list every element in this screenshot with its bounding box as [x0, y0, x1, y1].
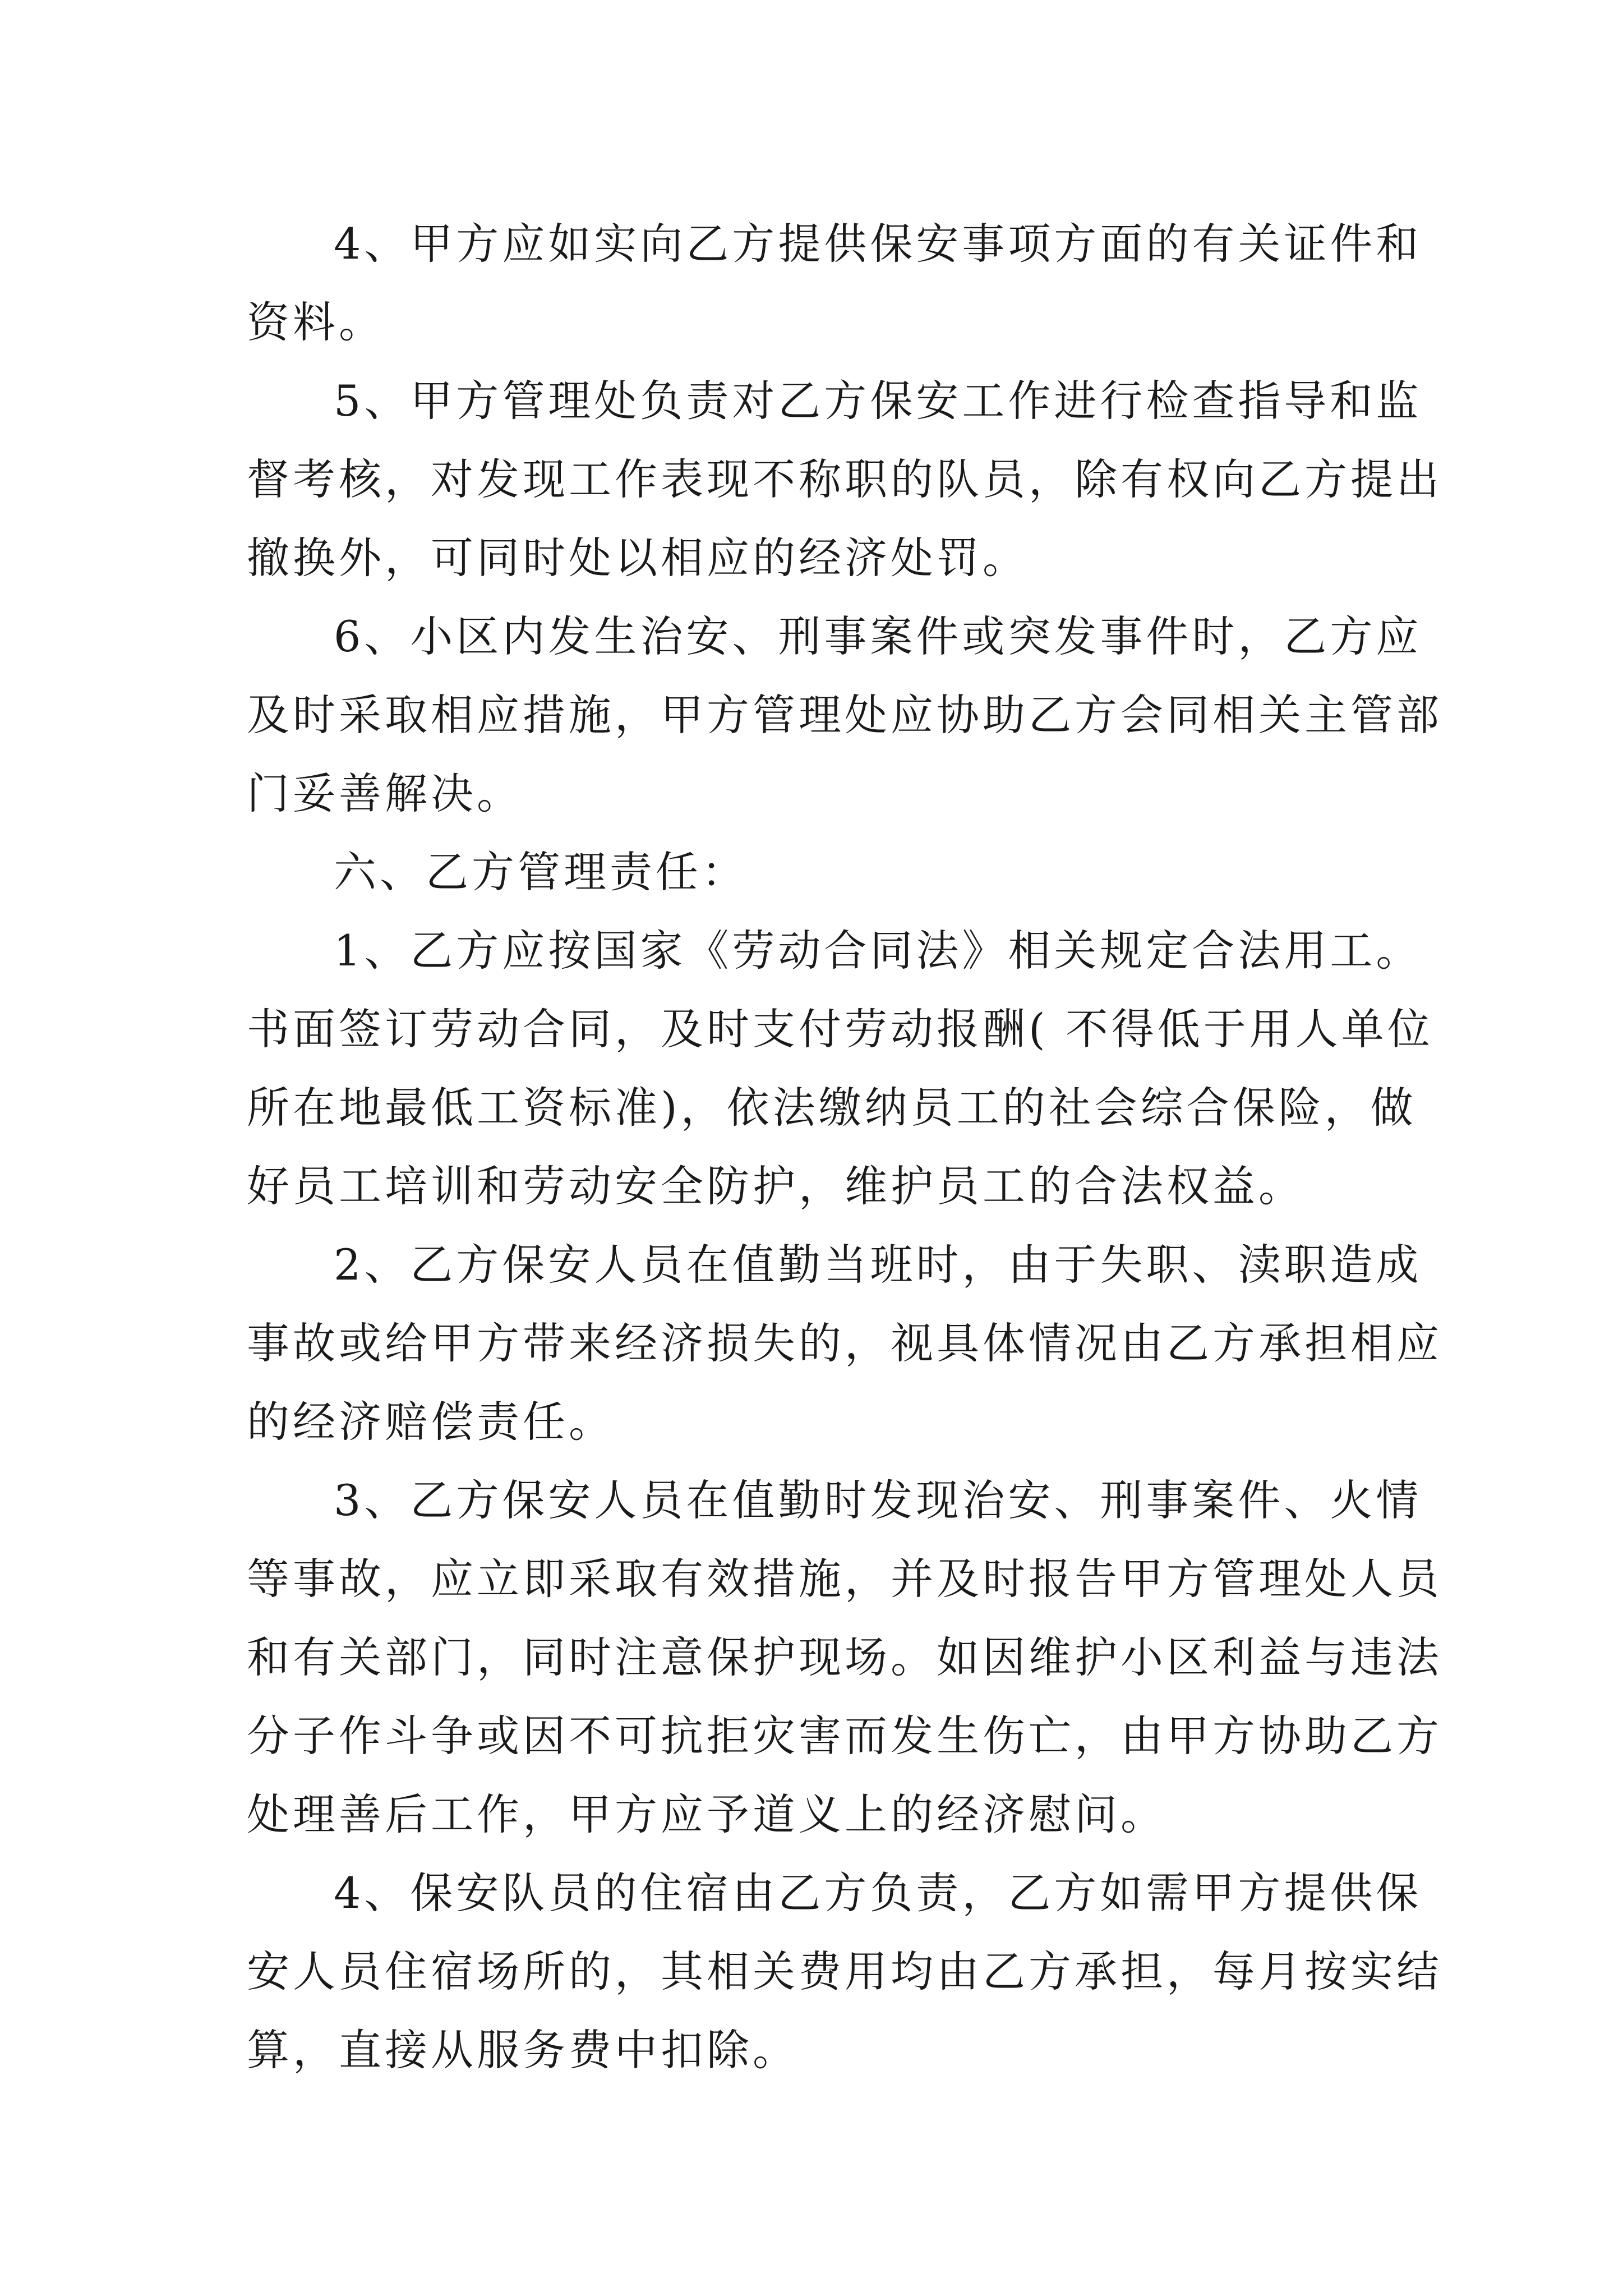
text-line: 事故或给甲方带来经济损失的，视具体情况由乙方承担相应	[247, 1318, 1442, 1368]
text-line: 等事故，应立即采取有效措施，并及时报告甲方管理处人员	[247, 1554, 1442, 1604]
text-line: 算，直接从服务费中扣除。	[247, 2025, 799, 2075]
text-line: 6、小区内发生治安、刑事案件或突发事件时，乙方应	[334, 611, 1422, 661]
text-line: 及时采取相应措施，甲方管理处应协助乙方会同相关主管部	[247, 690, 1442, 740]
text-line: 资料。	[247, 297, 385, 347]
text-line: 5、甲方管理处负责对乙方保安工作进行检查指导和监	[334, 376, 1422, 426]
text-line: 门妥善解决。	[247, 769, 523, 818]
text-line: 督考核，对发现工作表现不称职的队员，除有权向乙方提出	[247, 454, 1442, 504]
text-line: 处理善后工作，甲方应予道义上的经济慰问。	[247, 1789, 1166, 1839]
text-line: 4、甲方应如实向乙方提供保安事项方面的有关证件和	[334, 219, 1422, 269]
text-line: 所在地最低工资标准)，依法缴纳员工的社会综合保险，做	[247, 1083, 1417, 1133]
text-line: 分子作斗争或因不可抗拒灾害而发生伤亡，由甲方协助乙方	[247, 1711, 1442, 1761]
text-line: 1、乙方应按国家《劳动合同法》相关规定合法用工。	[334, 926, 1422, 976]
text-line: 和有关部门，同时注意保护现场。如因维护小区利益与违法	[247, 1632, 1442, 1682]
text-line: 3、乙方保安人员在值勤时发现治安、刑事案件、火情	[334, 1475, 1422, 1525]
text-line: 安人员住宿场所的，其相关费用均由乙方承担，每月按实结	[247, 1947, 1442, 1996]
text-line: 撤换外，可同时处以相应的经济处罚。	[247, 533, 1029, 583]
text-line: 书面签订劳动合同，及时支付劳动报酬( 不得低于用人单位	[247, 1004, 1433, 1054]
section-heading: 六、乙方管理责任：	[334, 847, 748, 897]
text-line: 2、乙方保安人员在值勤当班时，由于失职、渎职造成	[334, 1240, 1422, 1290]
text-line: 好员工培训和劳动安全防护，维护员工的合法权益。	[247, 1161, 1304, 1211]
text-line: 4、保安队员的住宿由乙方负责，乙方如需甲方提供保	[334, 1868, 1422, 1918]
text-line: 的经济赔偿责任。	[247, 1397, 615, 1447]
